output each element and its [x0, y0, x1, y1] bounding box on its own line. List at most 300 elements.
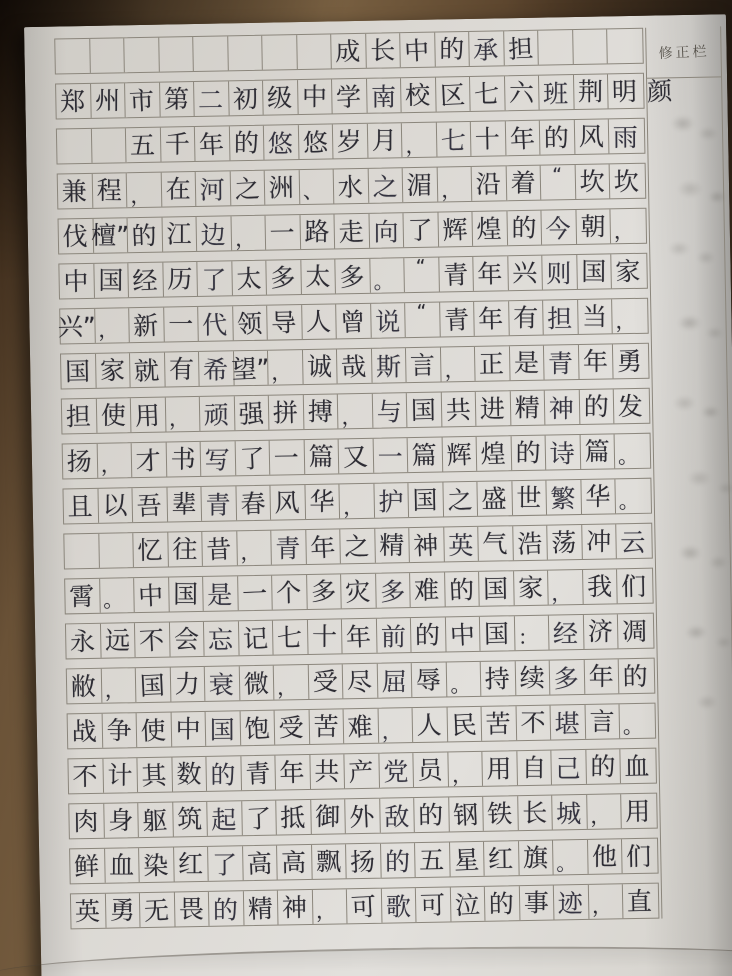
correction-column: [645, 26, 732, 918]
handwritten-char: 员: [417, 755, 443, 785]
handwritten-char: “: [416, 300, 427, 323]
essay-line: [67, 703, 654, 750]
handwritten-char: 经: [131, 265, 159, 296]
handwritten-char: 衰: [208, 670, 234, 700]
handwritten-char: 华: [584, 481, 611, 511]
correction-column-label: 修正栏: [657, 43, 710, 63]
handwritten-char: 精: [514, 392, 540, 422]
handwritten-char: 起: [211, 804, 237, 835]
handwritten-char: 高: [280, 847, 307, 878]
handwritten-char: 前: [380, 621, 406, 652]
handwritten-char: 州: [94, 85, 120, 115]
handwritten-char: 则: [546, 258, 572, 288]
handwritten-char: 家: [615, 256, 641, 286]
handwritten-char: 年: [588, 661, 614, 691]
handwritten-char: 凋: [621, 616, 648, 646]
handwritten-char: 护: [377, 486, 404, 517]
handwritten-char: 争: [106, 715, 132, 745]
handwritten-char: ，: [443, 357, 465, 383]
handwritten-char: 。: [373, 269, 394, 294]
handwritten-char: 家: [517, 572, 543, 602]
handwritten-char: 篇: [308, 441, 334, 471]
handwritten-char: 颜: [645, 75, 673, 107]
handwritten-char: 国: [97, 265, 123, 295]
handwritten-char: ，: [100, 452, 121, 478]
grid-cell: [262, 35, 297, 70]
handwritten-char: 肉: [73, 806, 99, 836]
handwritten-char: 的: [233, 128, 259, 158]
ink-bleedthrough: [715, 636, 732, 648]
handwritten-char: ，: [613, 218, 635, 244]
handwritten-char: 年: [477, 258, 503, 289]
handwritten-char: 多: [310, 576, 336, 606]
handwritten-char: 昔: [205, 534, 233, 565]
handwritten-char: 岁: [336, 126, 363, 156]
handwritten-char: 济: [587, 616, 613, 646]
handwritten-char: 年: [198, 129, 225, 160]
handwritten-char: 会: [173, 624, 199, 654]
handwritten-char: 扬: [349, 846, 376, 877]
handwritten-char: “: [415, 255, 426, 278]
handwritten-char: 湄: [406, 170, 432, 200]
handwritten-char: 一: [269, 217, 295, 248]
essay-line: [132, 523, 650, 568]
handwritten-char: 边: [200, 220, 226, 250]
handwritten-char: 浩: [516, 528, 543, 559]
handwritten-char: 太: [235, 263, 262, 294]
handwritten-char: 旗: [522, 842, 548, 872]
handwritten-char: 七: [440, 125, 466, 155]
handwritten-char: 星: [452, 844, 480, 875]
handwritten-char: 年: [582, 346, 608, 376]
handwritten-char: 青: [205, 490, 231, 520]
handwritten-char: 担: [547, 303, 573, 333]
handwritten-char: 染: [142, 850, 169, 881]
handwritten-char: 尽: [346, 666, 373, 697]
handwritten-char: 。: [102, 587, 123, 613]
handwritten-char: 畏: [178, 894, 204, 924]
handwritten-char: 国: [412, 485, 438, 515]
handwritten-char: 勇: [109, 895, 135, 925]
handwritten-char: ，: [129, 183, 151, 209]
handwritten-char: 国: [64, 356, 91, 386]
handwritten-char: 走: [337, 216, 365, 247]
handwritten-char: 的: [212, 894, 239, 925]
handwritten-char: 自: [520, 752, 546, 782]
handwritten-char: 了: [212, 849, 238, 880]
handwritten-char: 们: [625, 841, 652, 871]
grid-cell: [55, 39, 90, 74]
handwritten-char: 远: [104, 625, 130, 655]
handwritten-char: 十: [311, 621, 337, 651]
handwritten-char: 班: [542, 78, 569, 108]
handwritten-char: 气: [482, 528, 508, 559]
handwritten-char: 的: [417, 800, 444, 830]
handwritten-char: 有: [512, 302, 538, 332]
handwritten-char: 产: [347, 756, 375, 787]
handwritten-char: 铁: [486, 798, 513, 829]
handwritten-char: 永: [69, 626, 96, 656]
handwritten-char: 青: [547, 348, 574, 378]
handwritten-char: 的: [510, 212, 537, 243]
handwritten-char: 明: [611, 76, 638, 106]
handwritten-char: 直: [626, 886, 653, 916]
handwritten-char: 青: [244, 758, 271, 789]
handwritten-char: 水: [337, 171, 364, 202]
handwritten-char: “: [552, 164, 563, 187]
handwritten-char: 着: [510, 167, 536, 198]
handwritten-char: 中: [448, 619, 476, 650]
handwritten-char: 进: [479, 393, 506, 424]
handwritten-char: 七: [276, 622, 303, 653]
handwritten-char: 国: [172, 579, 198, 609]
handwritten-char: 就: [133, 355, 160, 386]
handwritten-char: 苦: [313, 711, 339, 741]
handwritten-char: 多: [338, 261, 366, 292]
handwritten-char: ，: [97, 318, 119, 343]
handwritten-char: 数: [175, 759, 202, 789]
handwritten-char: 坎: [579, 166, 605, 196]
handwritten-char: 诗: [549, 438, 575, 468]
handwritten-char: 经: [552, 618, 579, 648]
handwritten-char: 苦: [485, 708, 511, 739]
handwritten-char: 民: [450, 709, 477, 740]
handwritten-char: 辈: [170, 489, 197, 519]
handwritten-char: 哉: [340, 351, 367, 382]
handwritten-char: 诚: [306, 351, 332, 381]
handwritten-char: 扬: [66, 446, 92, 476]
handwritten-char: 担: [65, 401, 92, 431]
handwritten-char: 二: [198, 85, 224, 115]
handwritten-char: 言: [409, 350, 436, 380]
handwritten-char: ：: [517, 625, 538, 650]
handwritten-char: 一: [377, 441, 403, 472]
handwritten-char: 敌: [383, 801, 409, 831]
handwritten-char: 英: [74, 896, 101, 926]
handwritten-char: 的: [414, 620, 441, 650]
composition-grid: [24, 14, 732, 976]
handwritten-char: 顽: [203, 400, 229, 430]
handwritten-char: 年: [309, 532, 336, 563]
handwritten-char: 躯: [141, 805, 168, 836]
handwritten-char: 年: [345, 621, 372, 652]
grid-cell: [159, 37, 194, 72]
handwritten-char: 战: [71, 716, 97, 746]
handwritten-char: 长: [369, 35, 395, 65]
handwritten-char: 第: [163, 84, 189, 114]
handwritten-char: 导: [270, 307, 297, 338]
handwritten-char: 中: [63, 266, 89, 296]
handwritten-char: 一: [241, 578, 268, 609]
essay-line: [125, 118, 643, 163]
handwritten-char: 才: [135, 445, 162, 476]
handwritten-char: 辱: [415, 665, 442, 695]
handwritten-char: 可: [350, 891, 377, 922]
handwritten-char: 言: [589, 706, 615, 736]
handwritten-char: 鲜: [73, 851, 100, 881]
grid-cell: [124, 38, 159, 73]
handwritten-char: 中: [137, 580, 164, 611]
handwritten-char: 青: [443, 304, 470, 335]
handwritten-char: 的: [515, 437, 541, 467]
handwritten-char: 灾: [344, 576, 371, 607]
handwritten-char: 之: [344, 531, 370, 561]
school-class-author: [55, 72, 677, 119]
handwritten-char: 是: [207, 580, 233, 610]
handwritten-char: 饱: [243, 713, 270, 744]
handwritten-char: 的: [488, 888, 515, 919]
handwritten-char: 辉: [445, 439, 472, 470]
handwritten-char: 在: [165, 174, 191, 204]
ink-bleedthrough: [717, 482, 732, 494]
handwritten-char: 己: [555, 753, 581, 783]
handwritten-char: 青: [442, 259, 469, 290]
handwritten-char: 一: [167, 309, 193, 339]
handwritten-char: 年: [477, 303, 504, 334]
handwritten-char: 神: [412, 530, 439, 561]
grid-cell: [90, 38, 125, 73]
handwritten-char: 。: [618, 488, 640, 514]
handwritten-char: 精: [246, 893, 274, 924]
essay-line: [60, 343, 647, 390]
handwritten-char: 煌: [480, 438, 506, 469]
handwritten-char: 党: [382, 756, 409, 786]
handwritten-char: 月: [371, 125, 397, 155]
handwritten-char: 书: [170, 444, 196, 474]
handwritten-char: 人: [416, 710, 442, 740]
handwritten-char: 六: [508, 77, 534, 108]
handwritten-char: ，: [340, 404, 362, 430]
handwritten-char: 用: [486, 753, 512, 784]
handwritten-char: 钢: [452, 799, 479, 830]
handwritten-char: 当: [581, 301, 607, 331]
handwritten-char: 学: [335, 81, 362, 112]
essay-line: [69, 838, 656, 885]
handwritten-char: 兼: [61, 176, 88, 206]
handwritten-char: 微: [242, 668, 269, 699]
handwritten-char: 高: [245, 848, 273, 879]
grid-cell: [573, 29, 608, 64]
handwritten-char: 历: [166, 264, 192, 294]
essay-title: [330, 30, 538, 70]
handwritten-char: ，: [551, 581, 572, 606]
handwritten-char: 的: [438, 34, 464, 64]
handwritten-char: 精: [378, 530, 404, 560]
handwritten-char: 个: [275, 577, 302, 608]
handwritten-char: 血: [108, 850, 134, 880]
handwritten-char: ，: [450, 762, 472, 788]
handwritten-char: 千: [164, 129, 190, 159]
handwritten-char: 了: [201, 265, 227, 295]
correction-column-header: [646, 26, 721, 78]
handwritten-char: 受: [312, 666, 338, 696]
essay-line: [66, 658, 653, 705]
handwritten-char: 使: [100, 400, 126, 430]
handwritten-char: 人: [305, 306, 331, 336]
handwritten-char: 多: [270, 262, 296, 293]
handwritten-char: 朝: [579, 211, 606, 241]
handwritten-char: 郑: [59, 86, 86, 116]
handwritten-char: 城: [556, 798, 582, 828]
handwritten-char: 神: [548, 393, 574, 423]
handwritten-char: 国: [410, 395, 437, 425]
handwritten-char: 了: [245, 803, 272, 834]
handwritten-char: 兴”: [57, 311, 96, 342]
grid-cell: [228, 36, 263, 71]
handwritten-char: 年: [279, 757, 305, 788]
handwritten-char: 力: [174, 669, 200, 699]
handwritten-char: 写: [204, 445, 230, 475]
handwritten-char: 国: [139, 670, 166, 701]
handwritten-char: 家: [99, 355, 125, 385]
handwritten-char: 敝: [70, 671, 97, 701]
handwritten-char: 辉: [441, 214, 468, 245]
handwritten-char: 之: [446, 484, 473, 515]
handwritten-char: ，: [615, 308, 636, 334]
handwritten-char: ，: [591, 894, 612, 919]
handwritten-char: 太: [304, 261, 330, 291]
handwritten-char: 的: [384, 846, 410, 876]
grid-cell: [99, 533, 134, 568]
grid-cell: [91, 128, 126, 163]
handwritten-char: 强: [237, 398, 265, 429]
handwritten-char: 有: [168, 354, 194, 384]
handwritten-char: 正: [478, 348, 505, 379]
handwritten-char: 希: [202, 355, 229, 385]
handwritten-char: 的: [589, 751, 615, 781]
essay-line: [57, 163, 644, 210]
handwritten-char: 他: [591, 841, 617, 871]
handwritten-char: 御: [314, 801, 340, 831]
handwritten-char: 难: [346, 711, 374, 742]
handwritten-char: 用: [624, 796, 651, 826]
handwritten-char: 、: [302, 179, 323, 204]
handwritten-char: 向: [372, 216, 399, 247]
handwritten-char: 冲: [585, 526, 611, 556]
handwritten-char: 事: [523, 887, 549, 917]
essay-line: [62, 478, 649, 525]
handwritten-char: 七: [473, 78, 500, 109]
handwritten-char: 国: [483, 618, 510, 649]
handwritten-char: 悠: [301, 127, 329, 158]
handwritten-char: 路: [304, 216, 330, 246]
handwritten-char: 屈: [381, 666, 407, 697]
handwritten-char: 发: [617, 391, 644, 421]
handwritten-char: 。: [449, 672, 471, 698]
grid-cell: [538, 30, 573, 65]
essay-line: [59, 298, 646, 345]
handwritten-char: 荆: [577, 76, 603, 106]
handwritten-char: 中: [403, 35, 430, 66]
handwritten-char: 五: [418, 845, 445, 875]
grid-cell: [297, 34, 332, 69]
handwritten-char: 伐: [62, 221, 88, 251]
handwritten-char: 受: [278, 712, 304, 743]
essay-line: [58, 253, 645, 300]
handwritten-char: 风: [578, 121, 604, 151]
handwritten-char: 兴: [511, 257, 537, 288]
handwritten-char: 红: [487, 843, 514, 874]
handwritten-char: 用: [134, 400, 161, 431]
handwritten-char: 身: [107, 805, 133, 835]
handwritten-char: 多: [553, 663, 579, 693]
handwritten-char: ，: [440, 177, 462, 203]
handwritten-char: 搏: [307, 396, 333, 426]
handwritten-char: 坎: [613, 166, 639, 196]
handwritten-char: 南: [370, 81, 396, 112]
handwritten-char: 曾: [339, 306, 366, 337]
handwritten-char: 拼: [272, 397, 299, 428]
handwritten-char: 神: [281, 892, 308, 923]
handwritten-char: ，: [342, 494, 364, 520]
handwritten-char: 了: [238, 443, 265, 474]
handwritten-char: 云: [620, 527, 646, 557]
handwritten-char: 难: [413, 575, 440, 605]
handwritten-char: 华: [308, 486, 335, 516]
handwritten-char: 之: [233, 173, 260, 204]
notebook-page: [24, 14, 732, 976]
handwritten-char: 区: [438, 79, 466, 110]
handwritten-char: 迹: [557, 888, 583, 918]
handwritten-char: 使: [140, 715, 167, 746]
handwritten-char: 繁: [550, 483, 576, 513]
grid-cell: [57, 129, 92, 164]
essay-line: [68, 793, 655, 840]
handwritten-char: 初: [231, 83, 259, 114]
handwritten-char: 国: [580, 256, 606, 286]
handwritten-char: 们: [620, 571, 647, 601]
handwritten-char: 筑: [176, 804, 202, 834]
handwritten-char: 级: [266, 82, 293, 113]
handwritten-char: 了: [407, 215, 433, 245]
handwritten-char: 荡: [551, 527, 577, 558]
handwritten-char: 说: [374, 306, 400, 337]
handwritten-char: 中: [175, 714, 201, 744]
handwritten-char: 的: [210, 760, 236, 790]
handwritten-char: ，: [234, 226, 256, 252]
essay-line: [58, 208, 645, 255]
handwritten-char: 的: [543, 122, 570, 153]
handwritten-char: ，: [315, 899, 336, 924]
handwritten-char: ，: [589, 804, 611, 829]
handwritten-char: 年: [508, 123, 536, 154]
essay-line: [65, 613, 652, 660]
handwritten-char: 十: [474, 123, 501, 154]
handwritten-char: 之: [372, 171, 398, 202]
handwritten-char: 忘: [207, 625, 234, 655]
handwritten-char: 的: [447, 574, 475, 605]
handwritten-char: 霄: [68, 581, 95, 611]
handwritten-char: ，: [168, 406, 189, 431]
handwritten-char: ，: [104, 677, 125, 703]
handwritten-char: ，: [404, 133, 426, 158]
handwritten-char: 红: [177, 849, 203, 879]
handwritten-char: 新: [132, 310, 159, 341]
handwritten-char: 校: [404, 80, 431, 110]
handwritten-char: 。: [617, 443, 639, 469]
handwritten-char: 不: [520, 707, 546, 737]
handwritten-char: 一: [273, 442, 299, 473]
handwritten-char: 又: [342, 441, 369, 472]
handwritten-char: 飘: [315, 846, 341, 876]
handwritten-char: 代: [202, 310, 228, 340]
handwritten-char: 。: [556, 851, 577, 876]
handwritten-char: 的: [622, 661, 649, 691]
handwritten-char: 外: [348, 801, 375, 832]
handwritten-char: 程: [96, 175, 122, 205]
handwritten-char: 勇: [616, 346, 643, 376]
handwritten-char: 我: [586, 571, 612, 601]
